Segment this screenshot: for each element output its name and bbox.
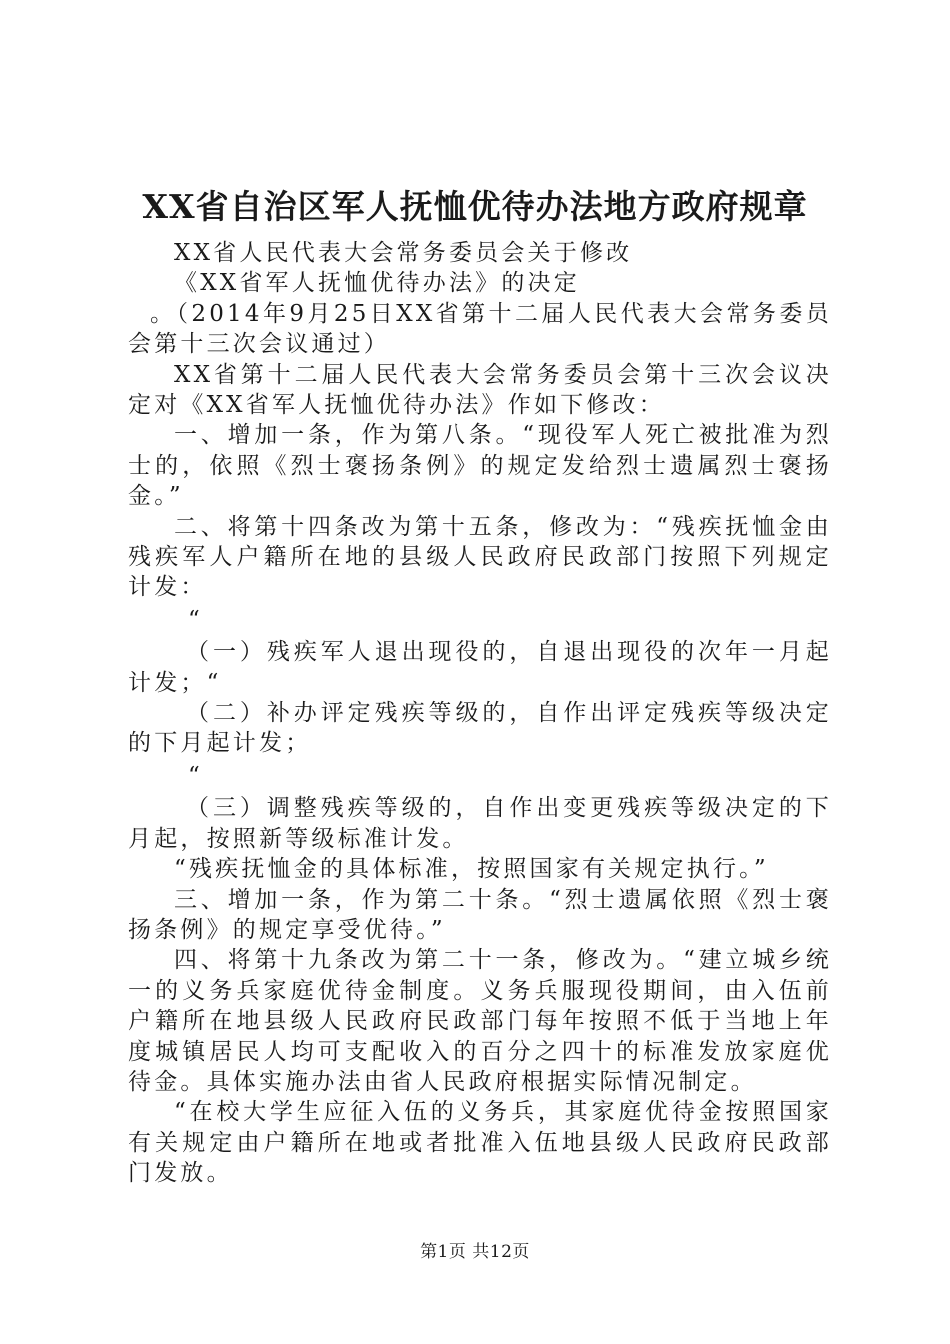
document-title: XX省自治区军人抚恤优待办法地方政府规章 [142, 187, 808, 226]
page-number: 第1页 共12页 [420, 1242, 530, 1262]
paragraph-amendment-3: 三、增加一条，作为第二十条。“烈士遗属依照《烈士褒扬条例》的规定享受优待。” [128, 886, 832, 943]
paragraph-item-3: （三）调整残疾等级的，自作出变更残疾等级决定的下月起，按照新等级标准计发。 [128, 795, 832, 852]
paragraph-item-2: （二）补办评定残疾等级的，自作出评定残疾等级决定的下月起计发； [128, 700, 832, 757]
paragraph-date-note: 。（2014年9月25日XX省第十二届人民代表大会常务委员会第十三次会议通过） [128, 300, 832, 358]
paragraph-intro-2: 《XX省军人抚恤优待办法》的决定 [174, 270, 580, 297]
paragraph-quote-mark: “ [188, 606, 203, 633]
document-body [128, 238, 832, 1189]
paragraph-student-soldiers: “在校大学生应征入伍的义务兵，其家庭优待金按照国家有关规定由户籍所在地或者批准入伍地县级人民政府民政部门发放。 [128, 1099, 832, 1187]
paragraph-intro-1: XX省人民代表大会常务委员会关于修改 [174, 240, 633, 266]
paragraph-quote-mark: “ [188, 762, 203, 789]
paragraph-standard: “残疾抚恤金的具体标准，按照国家有关规定执行。” [174, 856, 769, 883]
paragraph-amendment-2: 二、将第十四条改为第十五条，修改为：“残疾抚恤金由残疾军人户籍所在地的县级人民政府民政部门按照下列规定计发： [128, 513, 832, 601]
paragraph-amendment-4: 四、将第十九条改为第二十一条，修改为。“建立城乡统一的义务兵家庭优待金制度。义务兵服现役期间，由入伍前户籍所在地县级人民政府民政部门每年按照不低于当地上年度城镇居民人均可支配收入的百分之四十的标准发放家庭优待金。具体实施办法由省人民政府根据实际情况制定。 [128, 947, 832, 1095]
paragraph-item-1: （一）残疾军人退出现役的，自退出现役的次年一月起计发；“ [128, 639, 832, 696]
paragraph-decision: XX省第十二届人民代表大会常务委员会第十三次会议决定对《XX省军人抚恤优待办法》作如下修改： [128, 361, 832, 419]
paragraph-amendment-1: 一、增加一条，作为第八条。“现役军人死亡被批准为烈士的，依照《烈士褒扬条例》的规定发给烈士遗属烈士褒扬金。” [128, 422, 832, 510]
